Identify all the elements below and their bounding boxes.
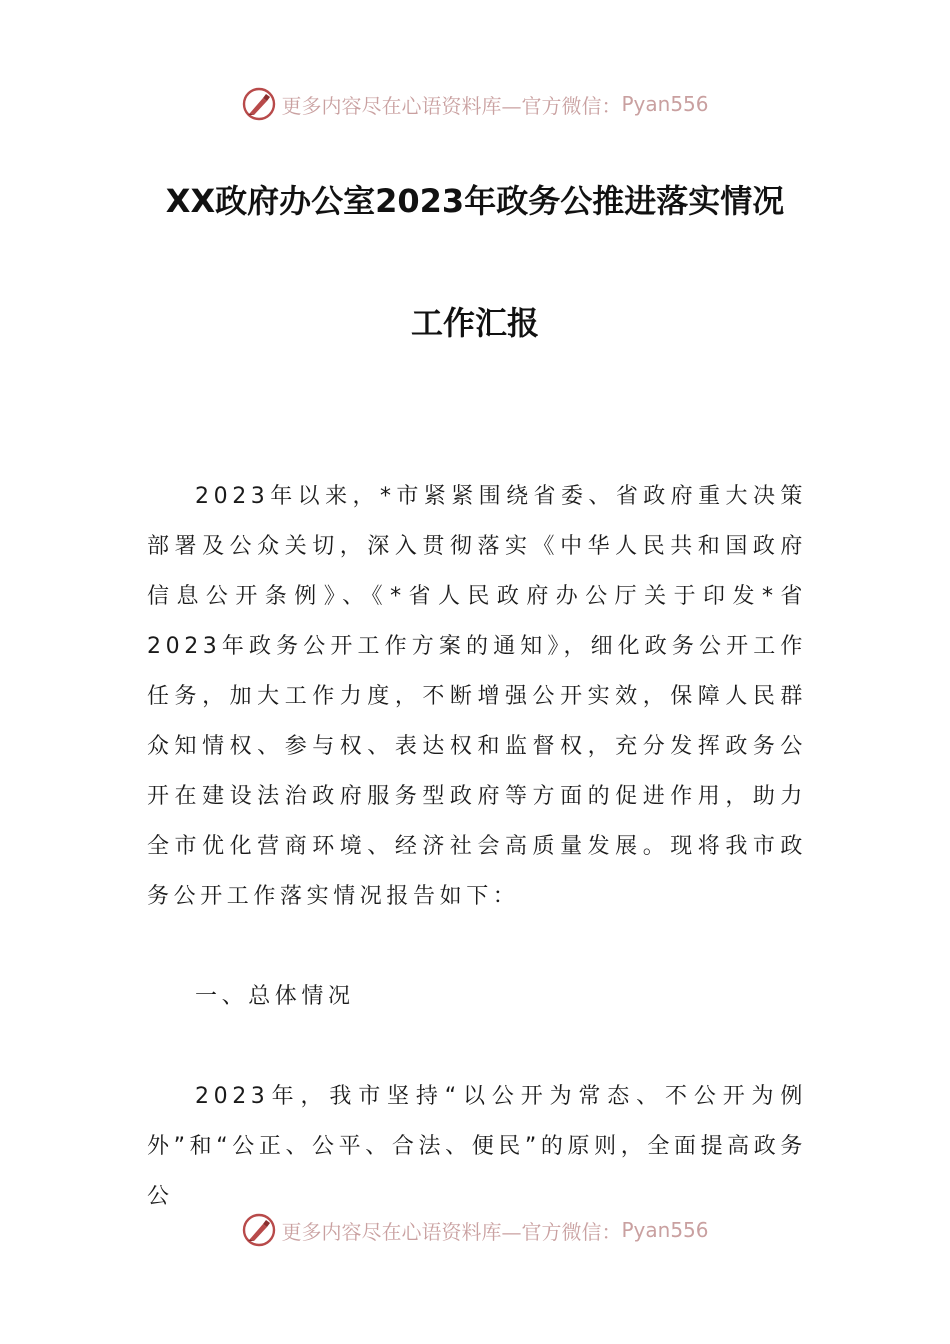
watermark-wechat-id: Pyan556 — [621, 92, 709, 116]
watermark-text: 更多内容尽在心语资料库—官方微信： — [281, 1219, 622, 1244]
document-title-line-1: XX政府办公室2023年政务公推进落实情况 — [165, 182, 785, 220]
footer-watermark — [0, 1210, 950, 1250]
watermark-wechat-id: Pyan556 — [621, 1218, 709, 1242]
section-paragraph-1: 2023年，我市坚持“以公开为常态、不公开为例外”和“公正、公平、合法、便民”的原则，全面提高政务公 — [147, 1084, 807, 1209]
watermark-text: 更多内容尽在心语资料库—官方微信： — [281, 93, 622, 118]
section-heading-overall: 一、总体情况 — [195, 984, 355, 1009]
header-watermark — [0, 84, 950, 124]
document-title-line-2: 工作汇报 — [410, 304, 539, 342]
pen-logo-icon — [241, 86, 277, 122]
intro-paragraph: 2023年以来，*市紧紧围绕省委、省政府重大决策部署及公众关切，深入贯彻落实《中华人民共和国政府信息公开条例》、《*省人民政府办公厅关于印发*省2023年政务公开工作方案的通知》，细化政务公开工作任务，加大工作力度，不断增强公开实效，保障人民群众知情权、参与权、表达权和监督权，充分发挥政务公开在建设法治政府服务型政府等方面的促进作用，助力全市优化营商环境、经济社会高质量发展。现将我市政务公开工作落实情况报告如下： — [147, 484, 807, 909]
pen-logo-icon — [241, 1212, 277, 1248]
